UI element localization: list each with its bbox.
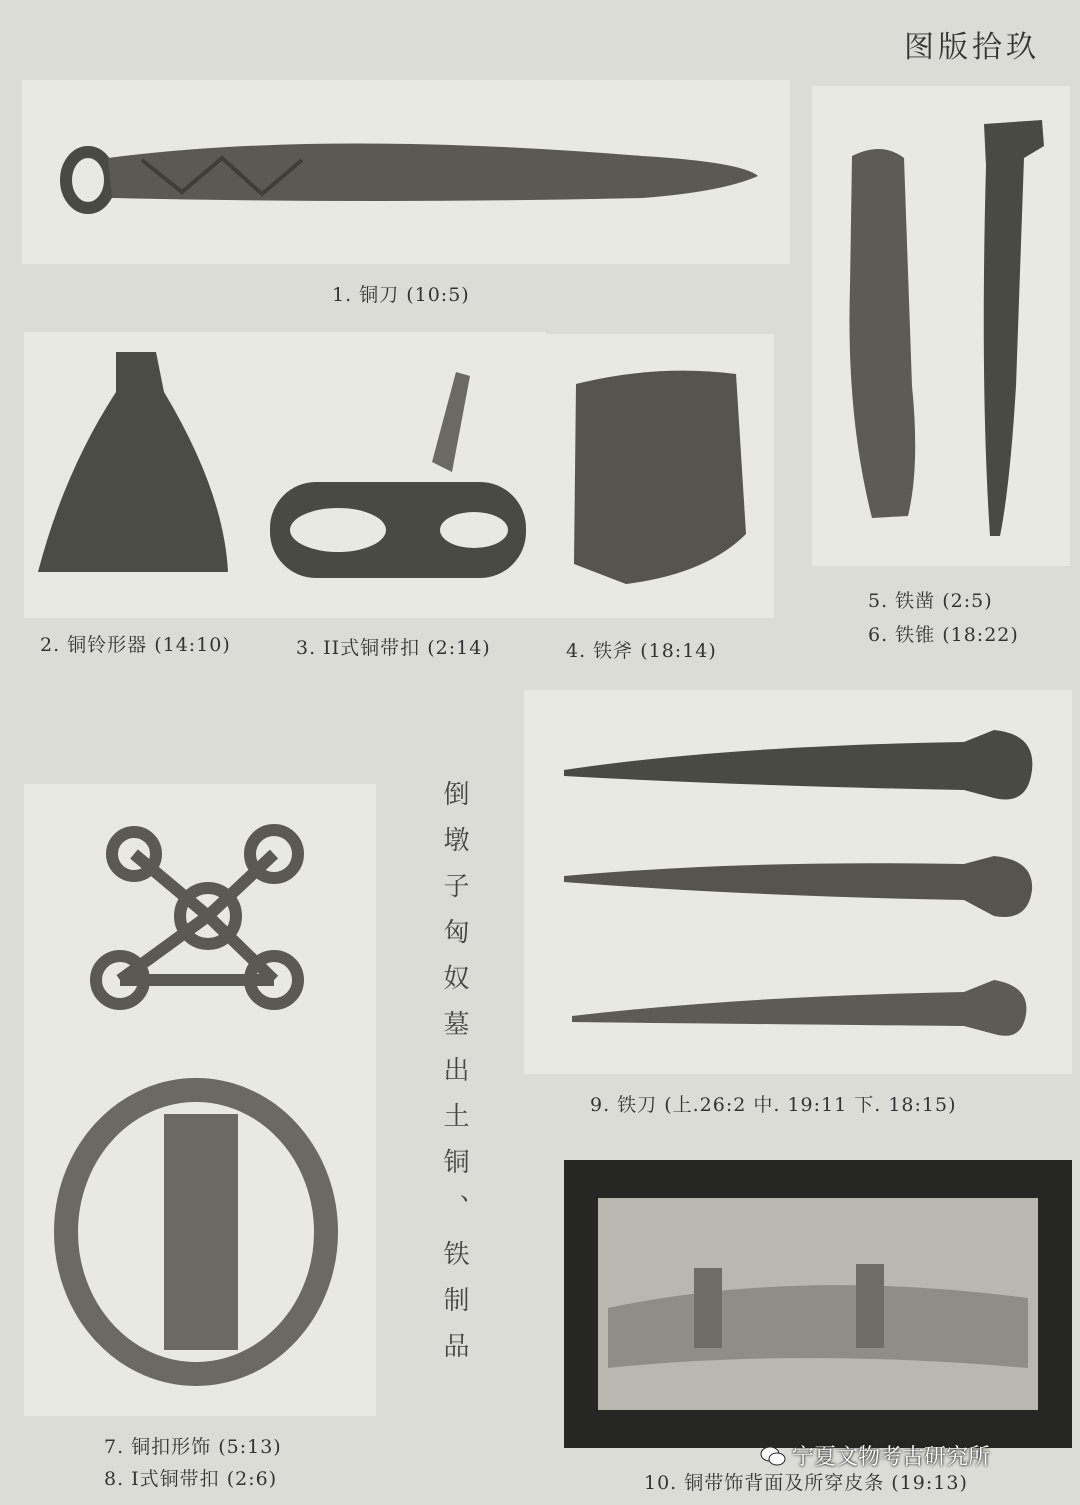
wechat-icon xyxy=(760,1445,786,1467)
photo-button-ornament-buckle xyxy=(24,784,376,1416)
caption-3: 3. II式铜带扣 (2:14) xyxy=(296,637,491,659)
caption-8: 8. I式铜带扣 (2:6) xyxy=(104,1468,278,1490)
caption-1: 1. 铜刀 (10:5) xyxy=(332,284,470,306)
caption-10: 10. 铜带饰背面及所穿皮条 (19:13) xyxy=(644,1472,968,1494)
bronze-bell-image xyxy=(24,332,246,618)
plate-title: 图版拾玖 xyxy=(904,30,1040,65)
type2-buckle-image xyxy=(246,332,546,618)
publisher-watermark xyxy=(760,1440,990,1471)
caption-7: 7. 铜扣形饰 (5:13) xyxy=(104,1436,282,1458)
photo-bronze-knife xyxy=(22,80,790,264)
photo-belt-ornament-back xyxy=(564,1160,1072,1448)
watermark-text: 宁夏文物考古研究所 xyxy=(792,1445,991,1470)
photo-type2-buckle xyxy=(246,332,546,618)
photo-iron-knives xyxy=(524,690,1072,1074)
photo-bronze-bell xyxy=(24,332,246,618)
caption-5: 5. 铁凿 (2:5) xyxy=(868,590,993,612)
belt-ornament-image xyxy=(598,1198,1038,1410)
caption-9: 9. 铁刀 (上.26:2 中. 19:11 下. 18:15) xyxy=(590,1094,957,1116)
caption-4: 4. 铁斧 (18:14) xyxy=(566,640,717,662)
iron-chisel-awl-image xyxy=(812,86,1070,566)
caption-6: 6. 铁锥 (18:22) xyxy=(868,624,1019,646)
iron-knives-image xyxy=(524,690,1072,1074)
photo-iron-chisel-awl xyxy=(812,86,1070,566)
button-ornament-buckle-image xyxy=(24,784,376,1416)
caption-2: 2. 铜铃形器 (14:10) xyxy=(40,634,231,656)
belt-ornament-inner xyxy=(598,1198,1038,1410)
photo-iron-axe xyxy=(546,334,774,618)
bronze-knife-image xyxy=(22,80,790,264)
plate-vertical-title: 倒墩子匈奴墓出土铜、铁制品 xyxy=(439,780,469,1378)
iron-axe-image xyxy=(546,334,774,618)
